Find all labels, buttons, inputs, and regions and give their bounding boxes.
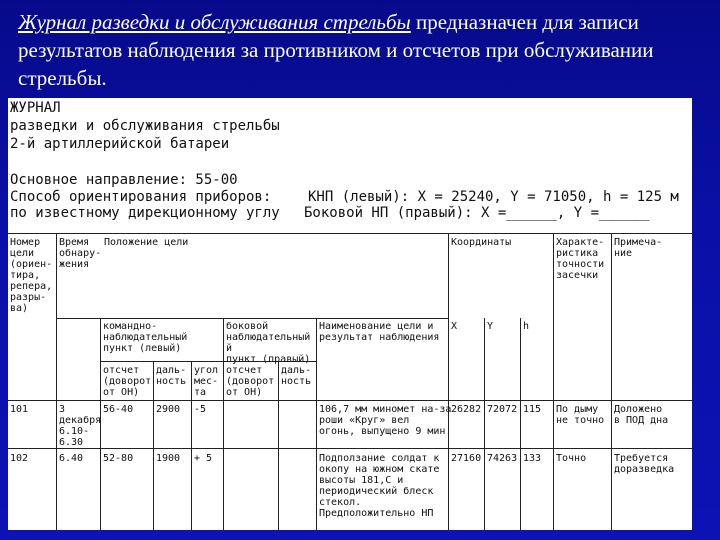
col-header-characteristic: Характе- ристика точности засечки — [556, 237, 605, 281]
sub-header-command-post: командно- наблюдательный пункт (левый) — [103, 321, 188, 354]
cell-y: 74263 — [487, 453, 518, 464]
journal-document — [8, 98, 692, 530]
table-col-rule-12 — [611, 233, 612, 530]
table-col-rule-4 — [191, 361, 192, 530]
cell-characteristic: Точно — [556, 453, 587, 464]
doc-title-line2: разведки и обслуживания стрельбы — [10, 118, 280, 134]
sub-header-reading-1: отсчет (доворот от ОН) — [103, 365, 152, 398]
cell-angle: + 5 — [194, 453, 213, 464]
slide-title-rest: предназначен для записи результатов наблюдения за противником и отсчетов при обслуживании стрельбы. — [18, 10, 654, 90]
cell-reading-1: 52-80 — [103, 453, 134, 464]
doc-basic-direction: Основное направление: 55-00 — [10, 172, 238, 188]
table-border-top — [8, 233, 692, 234]
doc-orientation-method-1: Способ ориентирования приборов: — [10, 189, 272, 205]
table-rule-row-1 — [8, 448, 692, 449]
col-header-position: Положение цели — [104, 237, 189, 248]
sub-header-y: Y — [487, 321, 494, 332]
cell-time: 3 декабря 6.10- 6.30 — [59, 404, 102, 448]
cell-y: 72072 — [487, 404, 518, 415]
sub-header-name-result: Наименование цели и результат наблюдения — [319, 321, 440, 343]
cell-distance-1: 1900 — [156, 453, 181, 464]
doc-orientation-method-2: по известному дирекционному углу — [10, 205, 280, 221]
sub-header-h: h — [523, 321, 530, 332]
cell-distance-1: 2900 — [156, 404, 181, 415]
sub-header-x: X — [451, 321, 458, 332]
table-col-rule-9 — [484, 318, 485, 530]
cell-number: 101 — [10, 404, 29, 415]
table-col-rule-10 — [520, 318, 521, 530]
doc-knp-coordinates: КНП (левый): X = 25240, Y = 71050, h = 125 м — [308, 189, 679, 205]
cell-h: 133 — [523, 453, 542, 464]
cell-time: 6.40 — [59, 453, 84, 464]
cell-x: 26282 — [451, 404, 482, 415]
table-col-rule-1 — [56, 233, 57, 530]
sub-header-angle: угол мес- та — [194, 365, 219, 398]
cell-characteristic: По дыму не точно — [556, 404, 605, 426]
cell-name-result: 106,7 мм миномет на-за роши «Круг» вел огонь, выпущено 9 мин — [319, 404, 452, 437]
table-col-rule-3 — [153, 361, 154, 530]
slide-title-emphasis: Журнал разведки и обслуживания стрельбы — [18, 10, 411, 34]
doc-title-line1: ЖУРНАЛ — [10, 100, 61, 116]
col-header-time: Время обнару- жения — [59, 237, 102, 270]
slide-title — [18, 8, 708, 92]
cell-number: 102 — [10, 453, 29, 464]
sub-header-side-post: боковой наблюдательный й пункт (правый) — [226, 321, 311, 365]
cell-h: 115 — [523, 404, 542, 415]
table-rule-sub-header — [56, 318, 448, 319]
table-col-rule-11 — [553, 233, 554, 530]
col-header-number: Номер цели (ориен- тира, репера, разры- ва) — [10, 237, 53, 314]
table-col-rule-8 — [448, 233, 449, 530]
cell-name-result: Подползание солдат к окопу на южном скате высоты 181,С и периодический блеск стекол. Предположительно НП — [319, 453, 440, 519]
table-rule-header-end — [8, 400, 692, 401]
col-header-notes: Примеча- ние — [614, 237, 663, 259]
table-col-rule-7 — [316, 318, 317, 530]
cell-x: 27160 — [451, 453, 482, 464]
cell-notes: Требуется доразведка — [614, 453, 675, 475]
table-col-rule-5 — [223, 318, 224, 530]
doc-title-line3: 2-й артиллерийской батареи — [10, 136, 230, 152]
sub-header-distance-1: даль- ность — [156, 365, 187, 387]
table-col-rule-6 — [278, 361, 279, 530]
cell-reading-1: 56-40 — [103, 404, 134, 415]
sub-header-distance-2: даль- ность — [281, 365, 312, 387]
doc-side-np-coordinates: Боковой НП (правый): X =______, Y =______ — [304, 205, 650, 221]
cell-notes: Доложено в ПОД дна — [614, 404, 669, 426]
sub-header-reading-2: отсчет (доворот от ОН) — [226, 365, 275, 398]
col-header-coordinates: Координаты — [451, 237, 512, 248]
cell-angle: -5 — [194, 404, 207, 415]
